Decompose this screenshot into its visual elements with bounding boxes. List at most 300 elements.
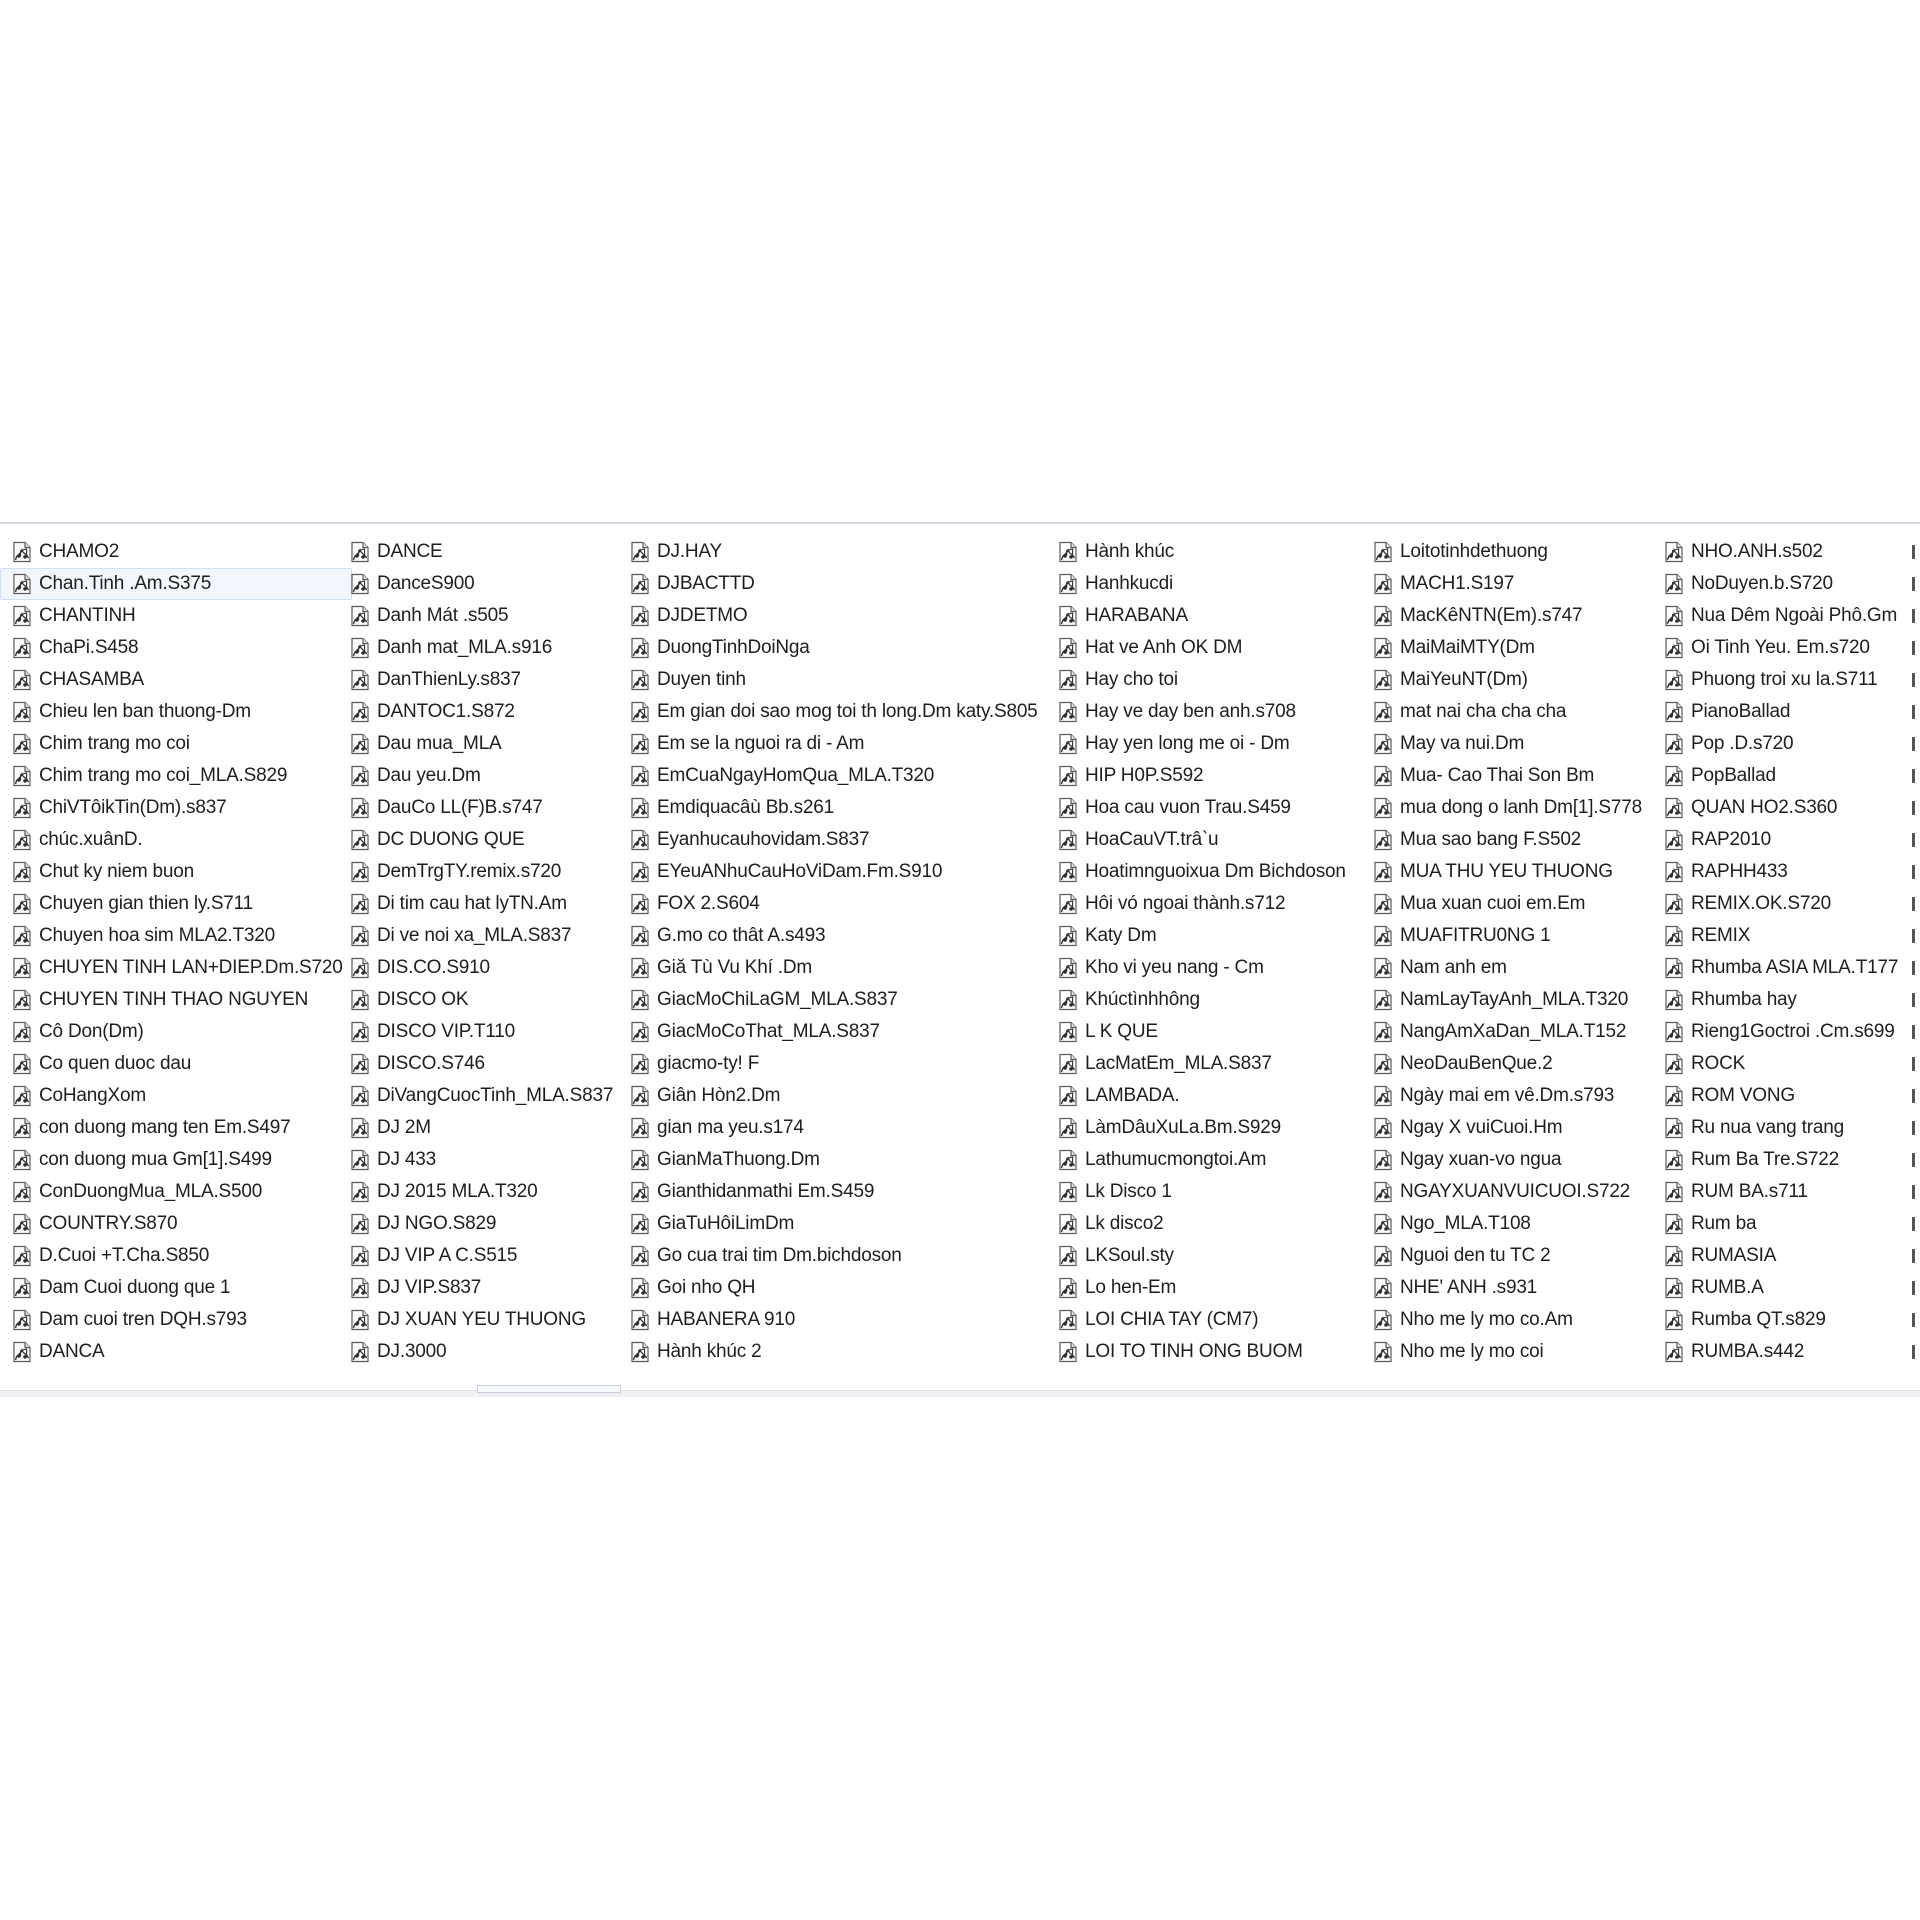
file-name-label: QUAN HO2.S360 bbox=[1691, 797, 1838, 818]
file-item[interactable] bbox=[0, 1240, 352, 1272]
audio-file-icon bbox=[349, 989, 371, 1011]
file-name-label: DJ 2M bbox=[377, 1117, 431, 1138]
audio-file-icon bbox=[1372, 765, 1394, 787]
file-name-label: gian ma yeu.s174 bbox=[657, 1117, 804, 1138]
file-name-label: Hay ve day ben anh.s708 bbox=[1085, 701, 1296, 722]
audio-file-icon bbox=[1372, 637, 1394, 659]
file-item[interactable] bbox=[1361, 664, 1651, 696]
file-name-label: NeoDauBenQue.2 bbox=[1400, 1053, 1553, 1074]
file-name-label: CoHangXom bbox=[39, 1085, 146, 1106]
file-name-label: GiacMoCoThat_MLA.S837 bbox=[657, 1021, 880, 1042]
file-item[interactable] bbox=[1046, 760, 1355, 792]
file-item[interactable] bbox=[1652, 1336, 1907, 1368]
file-item[interactable] bbox=[1046, 1048, 1355, 1080]
file-item[interactable] bbox=[0, 1272, 352, 1304]
file-name-label: Rumba QT.s829 bbox=[1691, 1309, 1826, 1330]
audio-file-icon bbox=[349, 765, 371, 787]
audio-file-icon bbox=[11, 1085, 33, 1107]
audio-file-icon bbox=[11, 797, 33, 819]
file-item[interactable] bbox=[1652, 728, 1907, 760]
clipped-file-icon bbox=[1912, 1208, 1920, 1240]
audio-file-icon bbox=[1372, 1117, 1394, 1139]
audio-file-icon bbox=[1372, 1149, 1394, 1171]
file-name-label: NamLayTayAnh_MLA.T320 bbox=[1400, 989, 1629, 1010]
audio-file-icon bbox=[629, 925, 651, 947]
file-item[interactable] bbox=[1652, 792, 1907, 824]
audio-file-icon bbox=[1663, 701, 1685, 723]
audio-file-icon bbox=[1057, 701, 1079, 723]
file-item[interactable] bbox=[1046, 1336, 1355, 1368]
file-name-label: HIP H0P.S592 bbox=[1085, 765, 1204, 786]
file-item[interactable] bbox=[338, 632, 622, 664]
file-item[interactable] bbox=[338, 984, 622, 1016]
clipped-file-icon bbox=[1912, 696, 1920, 728]
audio-file-icon bbox=[11, 637, 33, 659]
file-name-label: NangAmXaDan_MLA.T152 bbox=[1400, 1021, 1627, 1042]
file-item[interactable] bbox=[338, 568, 622, 600]
file-name-label: COUNTRY.S870 bbox=[39, 1213, 178, 1234]
audio-file-icon bbox=[349, 1149, 371, 1171]
file-name-label: GiacMoChiLaGM_MLA.S837 bbox=[657, 989, 898, 1010]
file-item[interactable] bbox=[1046, 1112, 1355, 1144]
file-item[interactable] bbox=[618, 568, 1047, 600]
file-item[interactable] bbox=[1361, 1016, 1651, 1048]
file-item[interactable] bbox=[1361, 728, 1651, 760]
file-item[interactable] bbox=[1361, 632, 1651, 664]
audio-file-icon bbox=[1057, 893, 1079, 915]
clipped-file-icon bbox=[1912, 1176, 1920, 1208]
clipped-file-icon bbox=[1912, 664, 1920, 696]
file-item[interactable] bbox=[1652, 1208, 1907, 1240]
file-item[interactable] bbox=[618, 1144, 1047, 1176]
audio-file-icon bbox=[1372, 797, 1394, 819]
audio-file-icon bbox=[1663, 1117, 1685, 1139]
audio-file-icon bbox=[1663, 1309, 1685, 1331]
file-item[interactable] bbox=[1046, 824, 1355, 856]
file-item[interactable] bbox=[618, 984, 1047, 1016]
file-name-label: Cô Don(Dm) bbox=[39, 1021, 144, 1042]
audio-file-icon bbox=[629, 1053, 651, 1075]
file-item[interactable] bbox=[1652, 920, 1907, 952]
file-item[interactable] bbox=[1361, 1112, 1651, 1144]
file-name-label: RUMB.A bbox=[1691, 1277, 1764, 1298]
audio-file-icon bbox=[629, 1245, 651, 1267]
file-item[interactable] bbox=[1652, 984, 1907, 1016]
clipped-file-icon bbox=[1912, 888, 1920, 920]
file-name-label: Lo hen-Em bbox=[1085, 1277, 1177, 1298]
file-name-label: Dau mua_MLA bbox=[377, 733, 502, 754]
file-item[interactable] bbox=[338, 1176, 622, 1208]
file-item[interactable] bbox=[338, 952, 622, 984]
file-item[interactable] bbox=[338, 1048, 622, 1080]
file-item[interactable] bbox=[1046, 888, 1355, 920]
file-item[interactable] bbox=[1652, 568, 1907, 600]
file-item[interactable] bbox=[1046, 1016, 1355, 1048]
file-item[interactable] bbox=[1361, 568, 1651, 600]
file-item[interactable] bbox=[0, 1336, 352, 1368]
file-item[interactable] bbox=[0, 760, 352, 792]
file-name-label: DANCA bbox=[39, 1341, 105, 1362]
audio-file-icon bbox=[11, 893, 33, 915]
file-name-label: DJ VIP.S837 bbox=[377, 1277, 482, 1298]
next-column-edge bbox=[1912, 536, 1920, 1368]
file-item[interactable] bbox=[338, 1144, 622, 1176]
file-item[interactable] bbox=[338, 1208, 622, 1240]
file-item[interactable] bbox=[1652, 824, 1907, 856]
audio-file-icon bbox=[629, 797, 651, 819]
file-item[interactable] bbox=[1046, 1272, 1355, 1304]
file-name-label: RUM BA.s711 bbox=[1691, 1181, 1808, 1202]
audio-file-icon bbox=[1663, 893, 1685, 915]
clipped-file-icon bbox=[1912, 760, 1920, 792]
file-item[interactable] bbox=[1361, 856, 1651, 888]
audio-file-icon bbox=[349, 637, 371, 659]
file-item[interactable] bbox=[0, 888, 352, 920]
file-item[interactable] bbox=[0, 920, 352, 952]
file-item[interactable] bbox=[1361, 1144, 1651, 1176]
file-name-label: G.mo co thât A.s493 bbox=[657, 925, 826, 946]
audio-file-icon bbox=[1372, 1341, 1394, 1363]
file-item[interactable] bbox=[338, 824, 622, 856]
file-name-label: Nam anh em bbox=[1400, 957, 1507, 978]
file-item[interactable] bbox=[618, 1112, 1047, 1144]
file-item[interactable] bbox=[1046, 1304, 1355, 1336]
file-item[interactable] bbox=[1046, 1208, 1355, 1240]
file-name-label: Dam cuoi tren DQH.s793 bbox=[39, 1309, 247, 1330]
clipped-file-icon bbox=[1912, 1240, 1920, 1272]
file-item[interactable] bbox=[0, 1080, 352, 1112]
file-name-label: ChiVTôikTin(Dm).s837 bbox=[39, 797, 227, 818]
file-item[interactable] bbox=[1361, 984, 1651, 1016]
audio-file-icon bbox=[1057, 1053, 1079, 1075]
file-item[interactable] bbox=[1652, 1016, 1907, 1048]
file-item[interactable] bbox=[618, 1048, 1047, 1080]
file-item[interactable] bbox=[338, 920, 622, 952]
file-item[interactable] bbox=[338, 760, 622, 792]
file-item[interactable] bbox=[338, 1112, 622, 1144]
file-name-label: MUA THU YEU THUONG bbox=[1400, 861, 1613, 882]
audio-file-icon bbox=[1663, 637, 1685, 659]
file-name-label: Phuong troi xu la.S711 bbox=[1691, 669, 1878, 690]
file-name-label: Nho me ly mo co.Am bbox=[1400, 1309, 1573, 1330]
file-item[interactable] bbox=[1046, 632, 1355, 664]
audio-file-icon bbox=[349, 893, 371, 915]
file-item[interactable] bbox=[0, 600, 352, 632]
file-item[interactable] bbox=[338, 664, 622, 696]
file-item[interactable] bbox=[1361, 1240, 1651, 1272]
file-item[interactable] bbox=[1652, 1240, 1907, 1272]
file-item[interactable] bbox=[618, 856, 1047, 888]
file-item[interactable] bbox=[1361, 888, 1651, 920]
file-item[interactable] bbox=[0, 664, 352, 696]
file-item[interactable] bbox=[618, 1176, 1047, 1208]
file-item[interactable] bbox=[1361, 1176, 1651, 1208]
file-item[interactable] bbox=[0, 1144, 352, 1176]
file-name-label: Lathumucmongtoi.Am bbox=[1085, 1149, 1267, 1170]
file-item[interactable] bbox=[1046, 984, 1355, 1016]
audio-file-icon bbox=[349, 669, 371, 691]
audio-file-icon bbox=[11, 1149, 33, 1171]
audio-file-icon bbox=[1057, 637, 1079, 659]
audio-file-icon bbox=[1663, 733, 1685, 755]
audio-file-icon bbox=[1663, 1149, 1685, 1171]
file-item[interactable] bbox=[0, 1048, 352, 1080]
file-item[interactable] bbox=[338, 888, 622, 920]
file-item[interactable] bbox=[1652, 1272, 1907, 1304]
audio-file-icon bbox=[1372, 829, 1394, 851]
audio-file-icon bbox=[1663, 797, 1685, 819]
file-name-label: MUAFITRU0NG 1 bbox=[1400, 925, 1551, 946]
audio-file-icon bbox=[349, 1021, 371, 1043]
file-column bbox=[0, 536, 352, 1368]
audio-file-icon bbox=[629, 701, 651, 723]
file-item[interactable] bbox=[0, 952, 352, 984]
file-item[interactable] bbox=[338, 600, 622, 632]
audio-file-icon bbox=[11, 925, 33, 947]
audio-file-icon bbox=[1057, 1021, 1079, 1043]
file-item[interactable] bbox=[1046, 952, 1355, 984]
file-item[interactable] bbox=[1046, 728, 1355, 760]
file-name-label: Kho vi yeu nang - Cm bbox=[1085, 957, 1264, 978]
file-item[interactable] bbox=[338, 1080, 622, 1112]
file-item[interactable] bbox=[0, 632, 352, 664]
file-item[interactable] bbox=[338, 728, 622, 760]
file-item[interactable] bbox=[1652, 1144, 1907, 1176]
file-name-label: con duong mang ten Em.S497 bbox=[39, 1117, 291, 1138]
audio-file-icon bbox=[1372, 669, 1394, 691]
file-name-label: Ru nua vang trang bbox=[1691, 1117, 1844, 1138]
file-item[interactable] bbox=[1046, 1240, 1355, 1272]
file-item[interactable] bbox=[1652, 536, 1907, 568]
audio-file-icon bbox=[1663, 861, 1685, 883]
file-item[interactable] bbox=[1652, 632, 1907, 664]
file-name-label: Dau yeu.Dm bbox=[377, 765, 481, 786]
audio-file-icon bbox=[629, 573, 651, 595]
file-item[interactable] bbox=[618, 696, 1047, 728]
file-item[interactable] bbox=[1046, 664, 1355, 696]
file-item[interactable] bbox=[338, 856, 622, 888]
audio-file-icon bbox=[1372, 1245, 1394, 1267]
file-name-label: CHANTINH bbox=[39, 605, 136, 626]
file-item[interactable] bbox=[1652, 888, 1907, 920]
audio-file-icon bbox=[629, 989, 651, 1011]
file-item[interactable] bbox=[618, 664, 1047, 696]
file-item[interactable] bbox=[1361, 1336, 1651, 1368]
file-item[interactable] bbox=[618, 1336, 1047, 1368]
file-name-label: Chim trang mo coi bbox=[39, 733, 190, 754]
audio-file-icon bbox=[1057, 541, 1079, 563]
file-item[interactable] bbox=[618, 1208, 1047, 1240]
file-item[interactable] bbox=[1046, 920, 1355, 952]
file-item[interactable] bbox=[1361, 1208, 1651, 1240]
file-item[interactable] bbox=[618, 952, 1047, 984]
file-item[interactable] bbox=[0, 536, 352, 568]
file-item[interactable] bbox=[1046, 696, 1355, 728]
file-item[interactable] bbox=[618, 1304, 1047, 1336]
file-name-label: DC DUONG QUE bbox=[377, 829, 525, 850]
audio-file-icon bbox=[1057, 669, 1079, 691]
file-item[interactable] bbox=[1046, 792, 1355, 824]
file-item[interactable] bbox=[618, 600, 1047, 632]
file-item[interactable] bbox=[1361, 760, 1651, 792]
file-item[interactable] bbox=[338, 1304, 622, 1336]
file-item[interactable] bbox=[1046, 600, 1355, 632]
audio-file-icon bbox=[349, 1053, 371, 1075]
audio-file-icon bbox=[349, 1277, 371, 1299]
audio-file-icon bbox=[1663, 1085, 1685, 1107]
clipped-file-icon bbox=[1912, 1336, 1920, 1368]
file-item[interactable] bbox=[338, 1016, 622, 1048]
audio-file-icon bbox=[11, 1053, 33, 1075]
file-name-label: Go cua trai tim Dm.bichdoson bbox=[657, 1245, 902, 1266]
audio-file-icon bbox=[1372, 1213, 1394, 1235]
file-item[interactable] bbox=[618, 760, 1047, 792]
audio-file-icon bbox=[1372, 1085, 1394, 1107]
file-item[interactable] bbox=[1652, 1112, 1907, 1144]
audio-file-icon bbox=[1057, 573, 1079, 595]
file-name-label: Oi Tinh Yeu. Em.s720 bbox=[1691, 637, 1870, 658]
file-item[interactable] bbox=[1652, 600, 1907, 632]
file-item[interactable] bbox=[618, 792, 1047, 824]
file-item[interactable] bbox=[1361, 824, 1651, 856]
file-item[interactable] bbox=[618, 920, 1047, 952]
file-name-label: Ngay X vuiCuoi.Hm bbox=[1400, 1117, 1563, 1138]
file-name-label: LàmDâuXuLa.Bm.S929 bbox=[1085, 1117, 1282, 1138]
scrollbar-thumb[interactable] bbox=[477, 1385, 621, 1393]
audio-file-icon bbox=[1663, 765, 1685, 787]
file-item[interactable] bbox=[618, 1272, 1047, 1304]
file-item[interactable] bbox=[338, 536, 622, 568]
file-item[interactable] bbox=[618, 824, 1047, 856]
file-item[interactable] bbox=[1652, 1048, 1907, 1080]
audio-file-icon bbox=[1057, 1181, 1079, 1203]
file-item[interactable] bbox=[618, 632, 1047, 664]
file-name-label: REMIX.OK.S720 bbox=[1691, 893, 1831, 914]
file-item[interactable] bbox=[1046, 856, 1355, 888]
audio-file-icon bbox=[629, 669, 651, 691]
file-item[interactable] bbox=[0, 824, 352, 856]
file-item[interactable] bbox=[1046, 1176, 1355, 1208]
audio-file-icon bbox=[1057, 733, 1079, 755]
file-name-label: Di tim cau hat lyTN.Am bbox=[377, 893, 567, 914]
file-item[interactable] bbox=[1361, 1080, 1651, 1112]
file-item[interactable] bbox=[0, 1016, 352, 1048]
file-name-label: Mua xuan cuoi em.Em bbox=[1400, 893, 1586, 914]
file-item[interactable] bbox=[618, 1080, 1047, 1112]
file-item[interactable] bbox=[1361, 1272, 1651, 1304]
file-item[interactable] bbox=[1652, 1080, 1907, 1112]
file-name-label: LAMBADA. bbox=[1085, 1085, 1180, 1106]
file-item[interactable] bbox=[338, 1336, 622, 1368]
file-item[interactable] bbox=[0, 792, 352, 824]
file-item[interactable] bbox=[338, 792, 622, 824]
file-item[interactable] bbox=[0, 1176, 352, 1208]
file-item[interactable] bbox=[1361, 792, 1651, 824]
file-item[interactable] bbox=[1046, 1080, 1355, 1112]
file-item[interactable] bbox=[1046, 1144, 1355, 1176]
file-item[interactable] bbox=[1652, 1304, 1907, 1336]
audio-file-icon bbox=[1372, 1053, 1394, 1075]
file-item[interactable] bbox=[1046, 536, 1355, 568]
file-name-label: DanThienLy.s837 bbox=[377, 669, 521, 690]
file-item[interactable] bbox=[0, 1208, 352, 1240]
file-name-label: Danh Mát .s505 bbox=[377, 605, 509, 626]
audio-file-icon bbox=[11, 669, 33, 691]
file-item[interactable] bbox=[1361, 536, 1651, 568]
file-name-label: NHE' ANH .s931 bbox=[1400, 1277, 1538, 1298]
audio-file-icon bbox=[349, 1213, 371, 1235]
file-item[interactable] bbox=[1652, 952, 1907, 984]
horizontal-scrollbar[interactable] bbox=[0, 1390, 1920, 1397]
file-item[interactable] bbox=[1652, 1176, 1907, 1208]
audio-file-icon bbox=[629, 765, 651, 787]
file-item[interactable] bbox=[1361, 600, 1651, 632]
file-name-label: Di ve noi xa_MLA.S837 bbox=[377, 925, 572, 946]
audio-file-icon bbox=[349, 1085, 371, 1107]
file-item[interactable] bbox=[618, 1240, 1047, 1272]
audio-file-icon bbox=[1663, 957, 1685, 979]
file-item[interactable] bbox=[1652, 696, 1907, 728]
audio-file-icon bbox=[349, 861, 371, 883]
file-item[interactable] bbox=[1361, 1048, 1651, 1080]
file-item[interactable] bbox=[1361, 696, 1651, 728]
audio-file-icon bbox=[1663, 829, 1685, 851]
file-item[interactable] bbox=[0, 984, 352, 1016]
audio-file-icon bbox=[1663, 669, 1685, 691]
file-item[interactable] bbox=[338, 1272, 622, 1304]
audio-file-icon bbox=[1663, 1213, 1685, 1235]
clipped-file-icon bbox=[1912, 952, 1920, 984]
file-item[interactable] bbox=[1361, 952, 1651, 984]
audio-file-icon bbox=[11, 1277, 33, 1299]
file-name-label: DANTOC1.S872 bbox=[377, 701, 515, 722]
file-item[interactable] bbox=[0, 568, 352, 600]
file-name-label: ConDuongMua_MLA.S500 bbox=[39, 1181, 263, 1202]
audio-file-icon bbox=[1057, 1277, 1079, 1299]
file-item[interactable] bbox=[618, 728, 1047, 760]
file-name-label: REMIX bbox=[1691, 925, 1751, 946]
file-name-label: CHUYEN TINH LAN+DIEP.Dm.S720 bbox=[39, 957, 343, 978]
file-item[interactable] bbox=[618, 536, 1047, 568]
file-item[interactable] bbox=[0, 856, 352, 888]
file-name-label: Hat ve Anh OK DM bbox=[1085, 637, 1243, 658]
file-item[interactable] bbox=[0, 728, 352, 760]
file-item[interactable] bbox=[338, 1240, 622, 1272]
file-item[interactable] bbox=[0, 1112, 352, 1144]
file-item[interactable] bbox=[1046, 568, 1355, 600]
clipped-file-icon bbox=[1912, 728, 1920, 760]
file-item[interactable] bbox=[618, 1016, 1047, 1048]
file-item[interactable] bbox=[1652, 856, 1907, 888]
file-name-label: Co quen duoc dau bbox=[39, 1053, 192, 1074]
file-item[interactable] bbox=[1361, 1304, 1651, 1336]
audio-file-icon bbox=[1663, 1341, 1685, 1363]
file-item[interactable] bbox=[0, 1304, 352, 1336]
audio-file-icon bbox=[1663, 573, 1685, 595]
file-item[interactable] bbox=[618, 888, 1047, 920]
audio-file-icon bbox=[1057, 765, 1079, 787]
file-item[interactable] bbox=[338, 696, 622, 728]
audio-file-icon bbox=[1663, 1021, 1685, 1043]
audio-file-icon bbox=[1057, 797, 1079, 819]
clipped-file-icon bbox=[1912, 1080, 1920, 1112]
file-item[interactable] bbox=[1361, 920, 1651, 952]
file-item[interactable] bbox=[0, 696, 352, 728]
file-name-label: FOX 2.S604 bbox=[657, 893, 760, 914]
file-item[interactable] bbox=[1652, 760, 1907, 792]
file-name-label: Danh mat_MLA.s916 bbox=[377, 637, 553, 658]
file-item[interactable] bbox=[1652, 664, 1907, 696]
